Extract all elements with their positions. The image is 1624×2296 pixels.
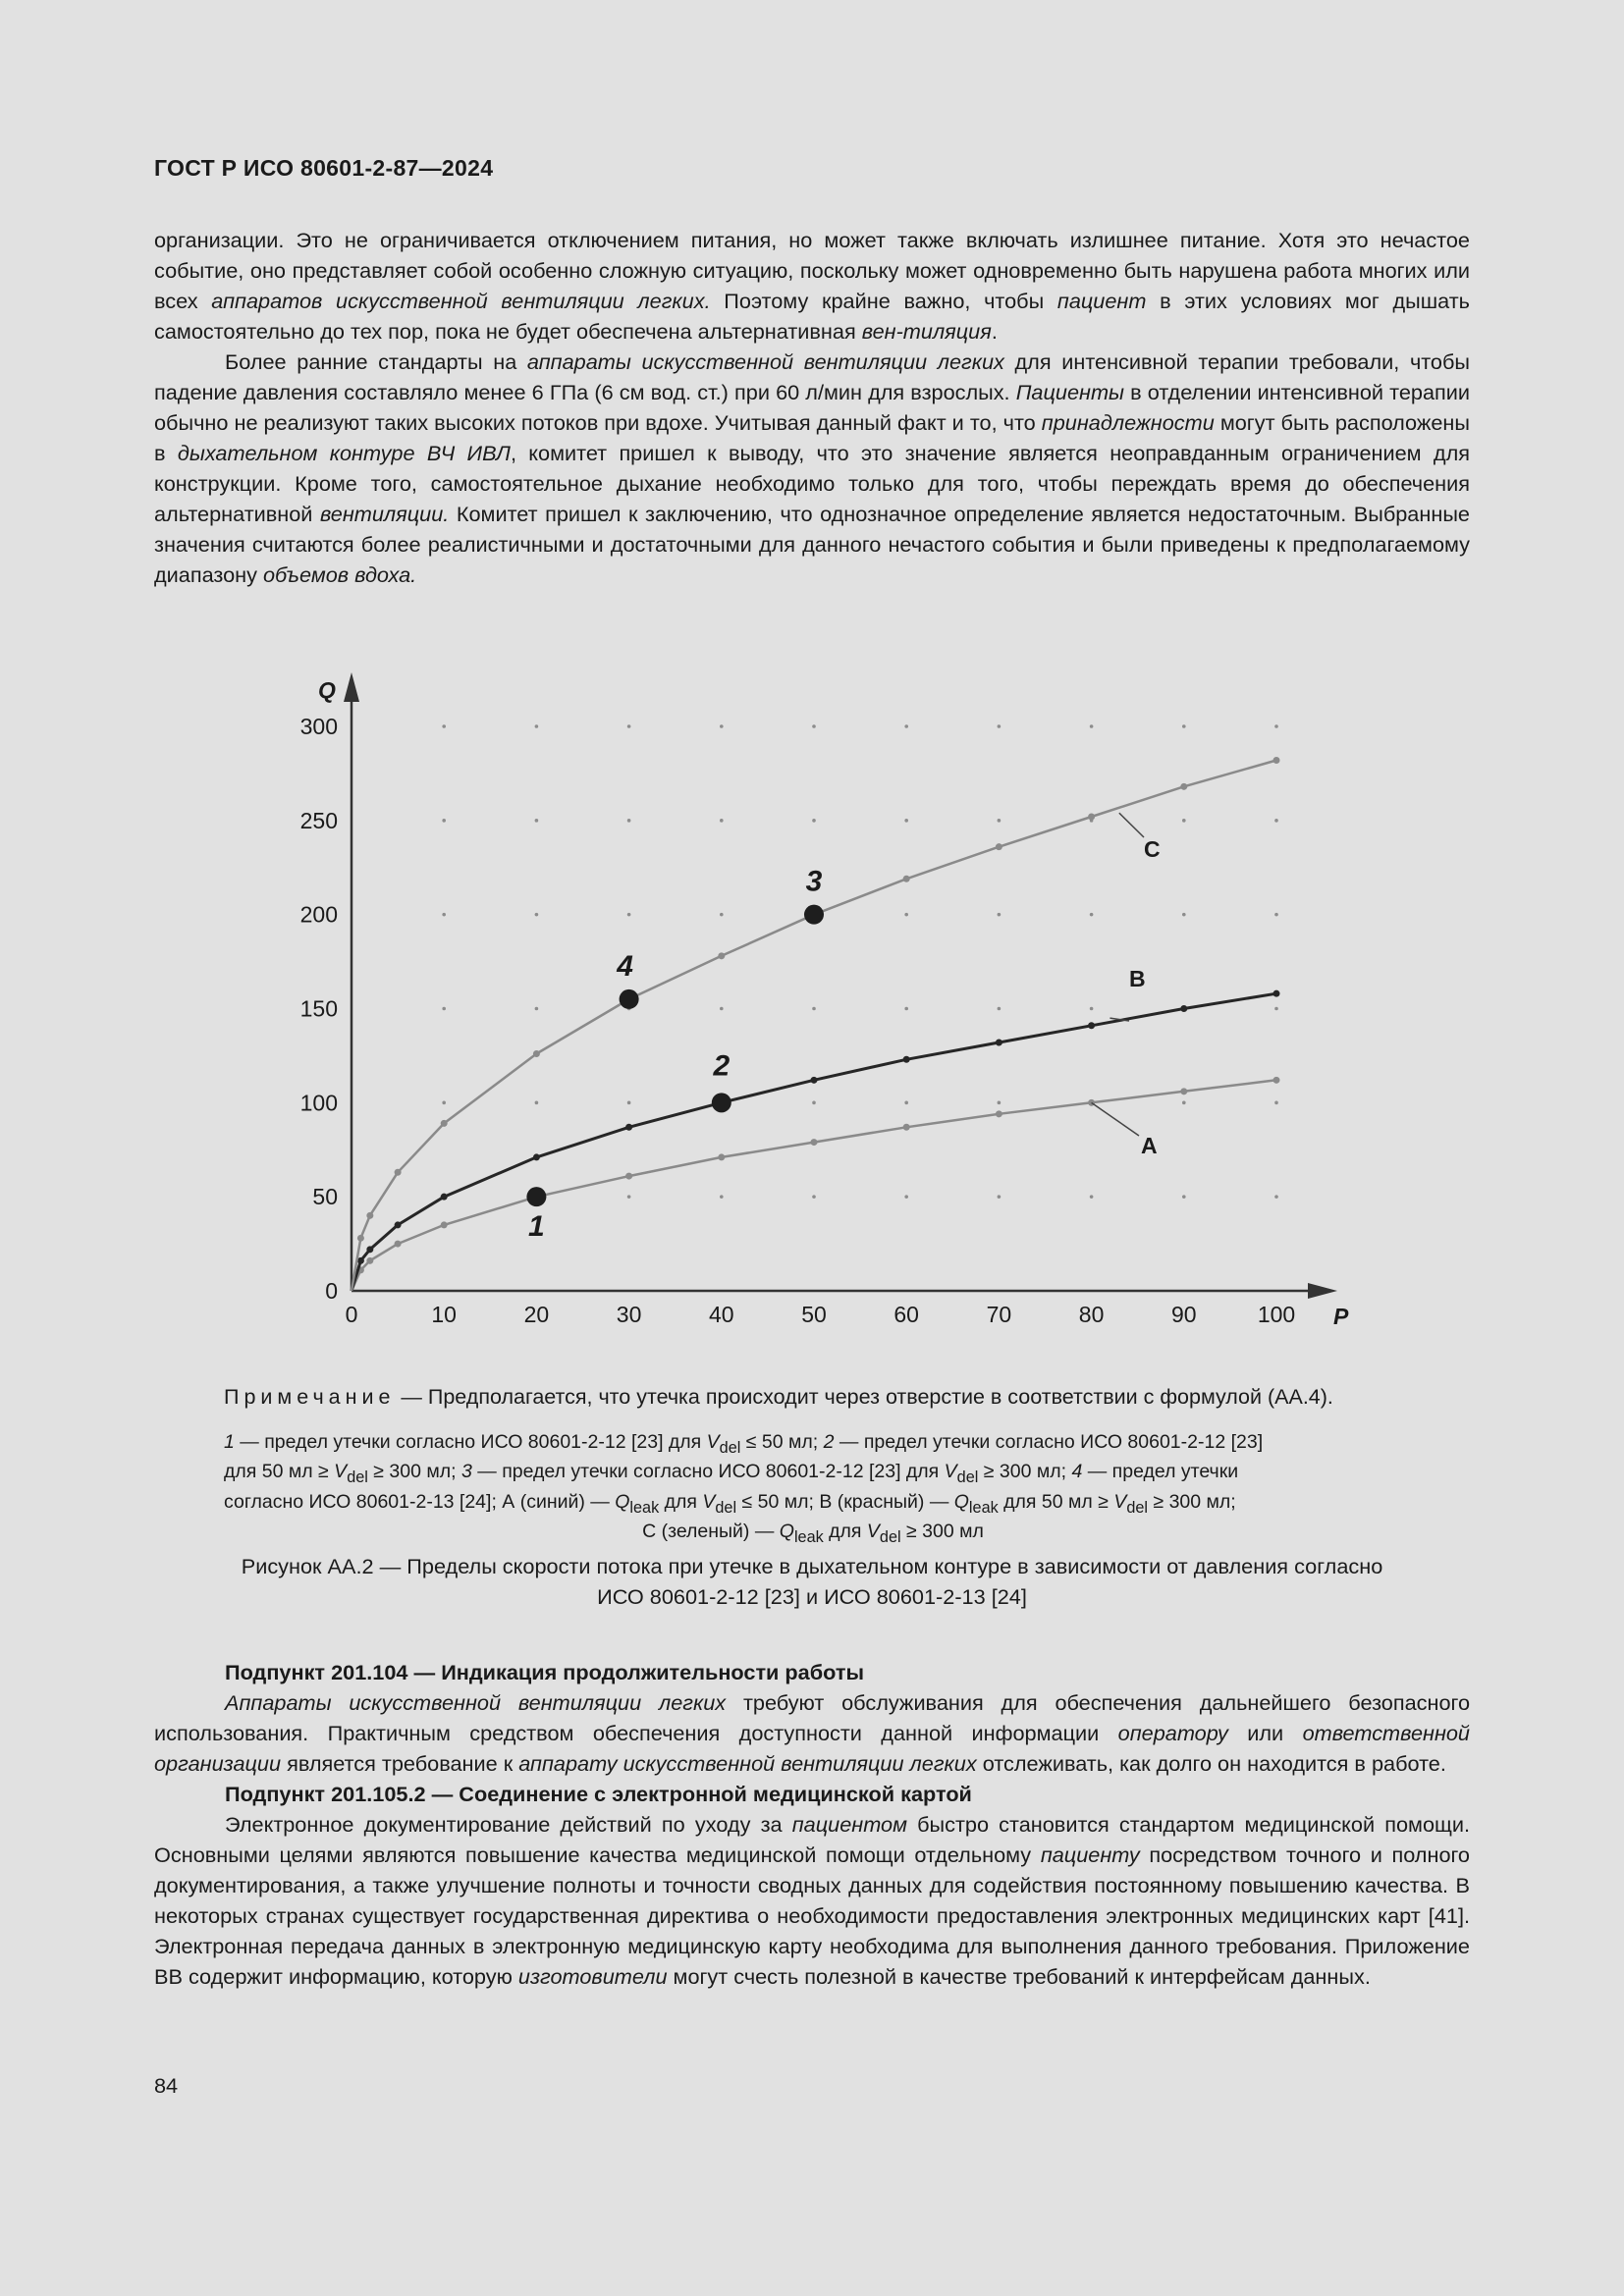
y-tick-label: 250 [299,807,338,833]
grid-dot [442,819,446,823]
grid-dot [535,724,539,728]
series-b-marker [996,1040,1002,1046]
grid-dot [904,819,908,823]
y-tick-label: 50 [312,1184,338,1210]
series-c-marker [357,1235,364,1242]
series-a-marker [441,1221,448,1228]
series-b-marker [625,1124,632,1131]
legend-line-2: для 50 мл ≥ $V_{del} \ge 300$ мл; 3 — предел утечки согласно ИСО 80601-2-12 [23] для $V_{del} \ge 300$ мл; 4 — предел утечки [224,1461,1239,1487]
series-c-marker [996,843,1002,850]
y-tick-label: 100 [299,1090,338,1116]
series-b-marker [1273,990,1280,997]
series-c-marker [366,1212,373,1219]
grid-dot [442,1007,446,1011]
grid-dot [998,1101,1001,1105]
x-tick-label: 50 [801,1302,827,1327]
series-b-marker [1088,1022,1095,1029]
grid-dot [1182,913,1186,917]
grid-dot [1274,913,1278,917]
series-a-marker [811,1139,818,1146]
grid-dot [1274,1101,1278,1105]
grid-dot [812,724,816,728]
grid-dot [812,819,816,823]
leak-flow-chart [285,672,1355,1340]
grid-dot [998,724,1001,728]
grid-dot [998,819,1001,823]
figure-caption: Рисунок АА.2 — Пределы скорости потока при утечке в дыхательном контуре в зависимости от давления согласно ИСО 80601-2-12 [23] и ИСО 80601-2-13 [24] [241,1554,1383,1609]
grid-dot [720,1195,724,1199]
grid-dot [904,1101,908,1105]
series-b-marker [903,1056,910,1063]
grid-dot [904,1007,908,1011]
series-b-marker [366,1246,373,1253]
limit-point-2 [712,1093,731,1112]
limit-point-3 [804,905,824,925]
grid-dot [627,1195,631,1199]
grid-dot [1182,1101,1186,1105]
grid-dot [442,913,446,917]
legend-line-3: согласно ИСО 80601-2-13 [24]; А (синий) — $Q_{leak}$ для $V_{del} \le 50$ мл; В (красный) — $Q_{leak}$ для 50 мл ≥ $V_{del} \ge 300$ мл; [224,1490,1236,1517]
series-c-marker [1273,757,1280,764]
grid-dot [812,1101,816,1105]
series-a-marker [718,1153,725,1160]
series-b-marker [1180,1005,1187,1012]
limit-point-label: 4 [617,949,633,983]
grid-dot [720,819,724,823]
series-a-leader [1092,1102,1139,1136]
grid-dot [1274,819,1278,823]
series-b-label: B [1129,966,1146,991]
legend-line-4: С (зеленый) — $Q_{leak}$ для $V_{del} \ge 300$ мл [642,1521,984,1547]
x-tick-label: 90 [1171,1302,1197,1327]
grid-dot [627,913,631,917]
grid-dot [812,1007,816,1011]
subsection-body-2: Электронное документирование действий по уходу за пациентом быстро становится стандартом медицинской помощи. Основными целями являются повышение качества медицинской помощи отдельному пациенту посредством точного и полного документирования, а также улучшение полноты и точности сводных данных для содействия постоянному повышению качества. В некоторых странах существует государственная директива о необходимости предоставления электронных медицинских карт [41]. Электронная передача данных в электронную медицинскую карту необходима для выполнения данного требования. Приложение ВВ содержит информацию, которую изготовители могут счесть полезной в качестве требований к интерфейсам данных. [154,1812,1470,1989]
grid-dot [904,724,908,728]
paragraph-2: Более ранние стандарты на аппараты искусственной вентиляции легких для интенсивной терапии требовали, чтобы падение давления составляло менее 6 ГПа (6 см вод. ст.) при 60 л/мин для взрослых. Пациенты в отделении интенсивной терапии обычно не реализуют таких высоких потоков при вдохе. Учитывая данный факт и то, что принадлежности могут быть расположены в дыхательном контуре ВЧ ИВЛ, комитет пришел к выводу, что это значение является неоправданным ограничением для конструкции. Кроме того, самостоятельное дыхание необходимо только для того, чтобы переждать время до обеспечения альтернативной вентиляции. Комитет пришел к заключению, что однозначное определение является недостаточным. Выбранные значения считаются более реалистичными и достаточными для данного нечастого события и были приведены к предполагаемому диапазону объемов вдоха. [154,349,1471,587]
grid-dot [1090,1007,1094,1011]
grid-dot [535,1007,539,1011]
series-b-marker [441,1194,448,1201]
series-a-marker [996,1110,1002,1117]
grid-dot [904,913,908,917]
subsection-heading-2: Подпункт 201.105.2 — Соединение с электронной медицинской картой [225,1782,972,1806]
y-tick-label: 200 [299,901,338,928]
series-a-marker [625,1173,632,1180]
grid-dot [442,724,446,728]
series-c-label: C [1144,836,1161,862]
x-tick-label: 40 [709,1302,734,1327]
x-axis-arrow [1308,1283,1337,1299]
grid-dot [998,1007,1001,1011]
grid-dot [904,1195,908,1199]
y-tick-label: 300 [299,714,338,739]
grid-dot [627,724,631,728]
x-tick-label: 80 [1078,1302,1105,1327]
document-header: ГОСТ Р ИСО 80601-2-87—2024 [154,155,494,181]
section-text [154,1657,1470,1992]
limit-point-label: 3 [805,865,823,898]
grid-dot [1274,724,1278,728]
grid-dot [998,1195,1001,1199]
paragraph-1: организации. Это не ограничивается отключением питания, но может также включать излишнее питание. Хотя это нечастое событие, оно представляет собой особенно сложную ситуацию, поскольку может одновременно быть нарушена работа многих или всех аппаратов искусственной вентиляции легких. Поэтому крайне важно, чтобы пациент в этих условиях мог дышать самостоятельно до тех пор, пока не будет обеспечена альтернативная вен-тиляция. [154,228,1470,344]
grid-dot [1274,1007,1278,1011]
series-a-marker [395,1241,402,1248]
legend-line-1: 1 — предел утечки согласно ИСО 80601-2-12 [23] для $V_{del} \le 50$ мл; 2 — предел утечки согласно ИСО 80601-2-12 [23] [224,1431,1264,1457]
figure-note: Примечание — Предполагается, что утечка происходит через отверстие в соответствии с формулой (АА.4). [224,1385,1333,1409]
series-b-marker [811,1077,818,1084]
y-tick-label: 0 [325,1278,338,1304]
series-c-marker [395,1169,402,1176]
intro-text [154,225,1470,590]
grid-dot [720,1007,724,1011]
grid-dot [1090,1195,1094,1199]
x-tick-label: 100 [1257,1302,1296,1327]
y-axis-arrow [344,672,359,702]
figure-legend [224,1430,1402,1550]
grid-dot [1090,724,1094,728]
page-number: 84 [154,2073,179,2098]
y-axis-label: Q [318,677,336,703]
grid-dot [627,819,631,823]
grid-dot [1182,1195,1186,1199]
series-b-marker [395,1221,402,1228]
series-a-marker [366,1257,373,1264]
limit-point-4 [620,989,639,1009]
series-c-marker [1088,814,1095,821]
x-tick-label: 70 [986,1302,1012,1327]
grid-dot [1182,819,1186,823]
series-a-marker [1180,1088,1187,1095]
y-tick-label: 150 [299,995,338,1022]
series-a-marker [1273,1077,1280,1084]
series-c-marker [533,1050,540,1057]
grid-dot [535,1101,539,1105]
series-c-marker [718,952,725,959]
series-a-line [352,1080,1276,1291]
x-tick-label: 20 [523,1302,550,1327]
grid-dot [1274,1195,1278,1199]
grid-dot [1090,913,1094,917]
subsection-body-1: Аппараты искусственной вентиляции легких требуют обслуживания для обеспечения дальнейшего безопасного использования. Практичным средством обеспечения доступности данной информации оператору или ответственной организации является требование к аппарату искусственной вентиляции легких отслеживать, как долго он находится в работе. [154,1690,1471,1776]
series-c-marker [441,1120,448,1127]
limit-point-label: 1 [528,1210,545,1244]
series-a-marker [903,1124,910,1131]
x-axis-label: P [1333,1304,1349,1329]
grid-dot [535,819,539,823]
subsection-heading-1: Подпункт 201.104 — Индикация продолжительности работы [225,1660,864,1684]
series-b-marker [533,1153,540,1160]
limit-point-label: 2 [713,1049,731,1083]
x-tick-label: 30 [616,1302,642,1327]
grid-dot [998,913,1001,917]
grid-dot [627,1101,631,1105]
grid-dot [720,724,724,728]
series-c-marker [903,876,910,882]
x-tick-label: 0 [345,1302,358,1327]
grid-dot [812,1195,816,1199]
x-tick-label: 10 [431,1302,457,1327]
grid-dot [1182,724,1186,728]
grid-dot [442,1101,446,1105]
x-tick-label: 60 [893,1302,919,1327]
series-c-marker [1180,783,1187,790]
series-c-leader [1119,813,1144,837]
series-a-label: A [1141,1133,1158,1158]
grid-dot [535,913,539,917]
limit-point-1 [526,1187,546,1206]
grid-dot [720,913,724,917]
